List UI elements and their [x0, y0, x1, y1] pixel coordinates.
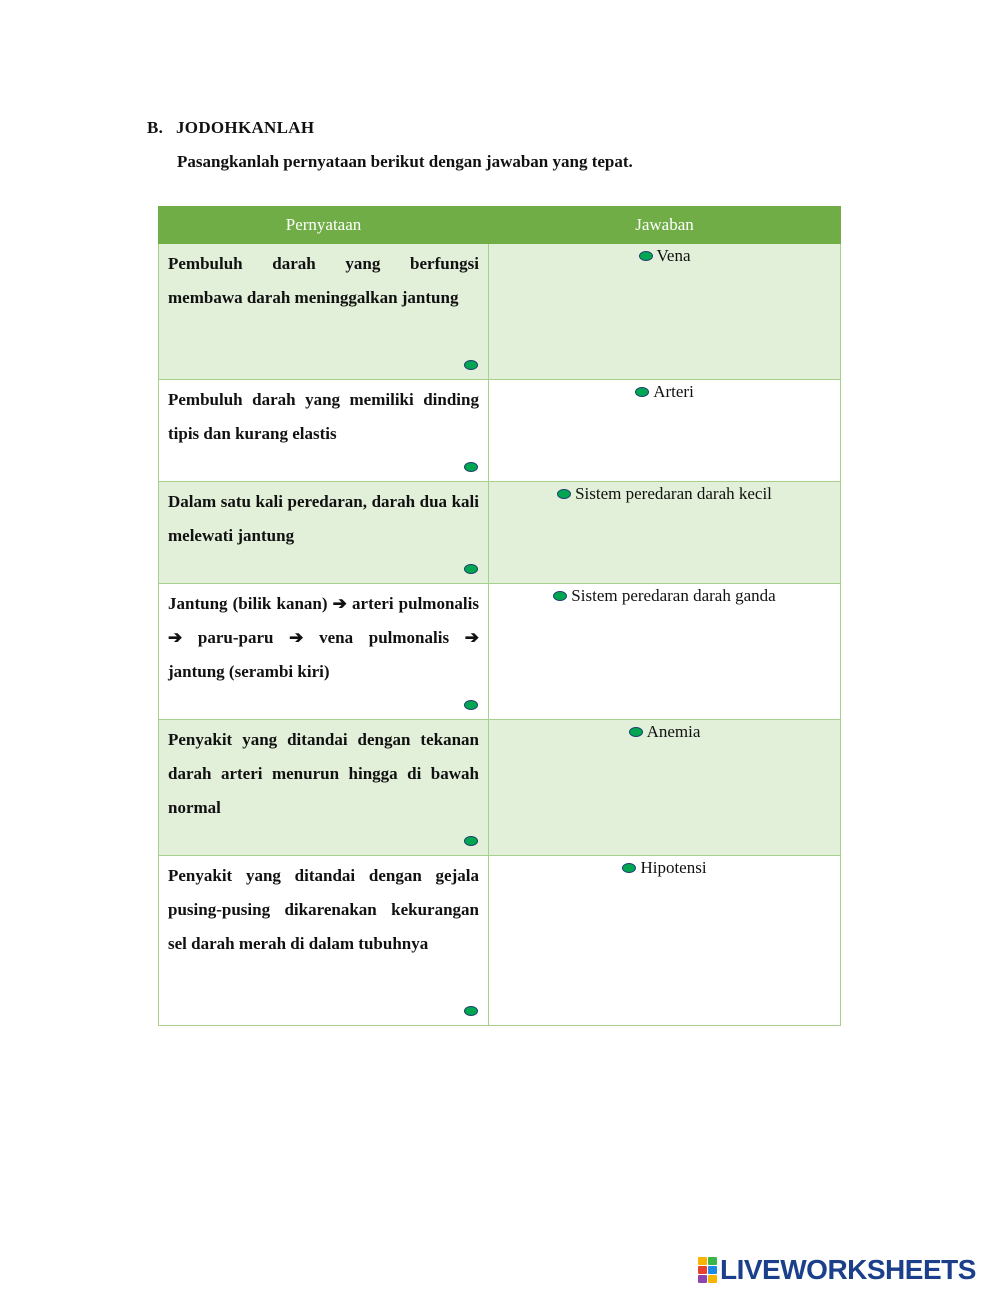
answer-match-dot[interactable] [553, 591, 567, 601]
answer-cell [489, 482, 841, 584]
table-row [159, 244, 841, 380]
section-heading [147, 118, 314, 138]
instruction-text: Pasangkanlah pernyataan berikut dengan jawaban yang tepat. [177, 152, 633, 171]
statement-cell [159, 584, 489, 720]
answer-match-dot[interactable] [635, 387, 649, 397]
answer-cell [489, 244, 841, 380]
statement-text: Dalam satu kali peredaran, darah dua kali melewati jantung [168, 492, 479, 545]
table-row [159, 380, 841, 482]
statement-text: Penyakit yang ditandai dengan gejala pusing-pusing dikarenakan kekurangan sel darah merah di dalam tubuhnya [168, 866, 479, 953]
statement-match-dot[interactable] [464, 1006, 478, 1016]
answer-text: Vena [656, 246, 691, 265]
statement-match-dot[interactable] [464, 836, 478, 846]
answer-text: Sistem peredaran darah ganda [571, 586, 776, 605]
answer-cell [489, 380, 841, 482]
statement-cell [159, 380, 489, 482]
answer-text: Hipotensi [640, 858, 707, 877]
answer-cell [489, 720, 841, 856]
statement-text: Pembuluh darah yang memiliki dinding tipis dan kurang elastis [168, 390, 479, 443]
answer-text: Arteri [653, 382, 694, 401]
answer-match-dot[interactable] [557, 489, 571, 499]
header-statement: Pernyataan [159, 207, 489, 244]
statement-text: Pembuluh darah yang berfungsi membawa darah meninggalkan jantung [168, 254, 479, 307]
statement-cell [159, 482, 489, 584]
answer-cell [489, 584, 841, 720]
answer-text: Sistem peredaran darah kecil [575, 484, 772, 503]
logo-text: LIVEWORKSHEETS [720, 1254, 976, 1285]
liveworksheets-logo [698, 1254, 976, 1285]
statement-cell [159, 244, 489, 380]
statement-text: Jantung (bilik kanan) ➔ arteri pulmonalis ➔ paru-paru ➔ vena pulmonalis ➔ jantung (serambi kiri) [168, 594, 479, 681]
answer-text: Anemia [646, 722, 701, 741]
statement-match-dot[interactable] [464, 700, 478, 710]
statement-match-dot[interactable] [464, 462, 478, 472]
table-row [159, 482, 841, 584]
table-row [159, 584, 841, 720]
answer-match-dot[interactable] [639, 251, 653, 261]
table-header-row [159, 207, 841, 244]
statement-match-dot[interactable] [464, 564, 478, 574]
statement-cell [159, 720, 489, 856]
matching-table [158, 206, 841, 1026]
section-title: JODOHKANLAH [176, 118, 315, 137]
statement-cell [159, 856, 489, 1026]
header-answer: Jawaban [489, 207, 841, 244]
logo-icon [698, 1257, 717, 1283]
section-number: B. [147, 118, 164, 137]
table-row [159, 720, 841, 856]
answer-match-dot[interactable] [629, 727, 643, 737]
table-row [159, 856, 841, 1026]
statement-text: Penyakit yang ditandai dengan tekanan darah arteri menurun hingga di bawah normal [168, 730, 479, 817]
statement-match-dot[interactable] [464, 360, 478, 370]
answer-match-dot[interactable] [622, 863, 636, 873]
answer-cell [489, 856, 841, 1026]
